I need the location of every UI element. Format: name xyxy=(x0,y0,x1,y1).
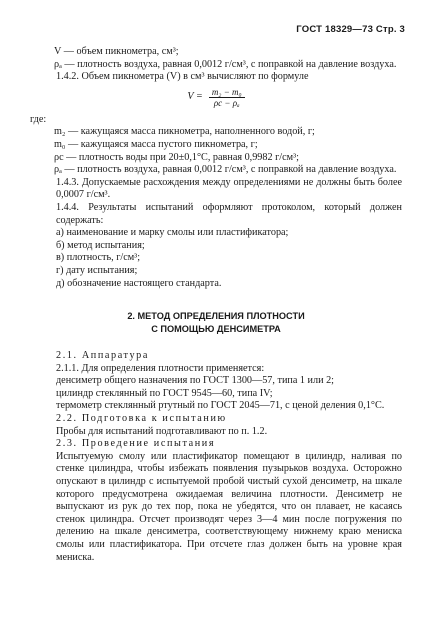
definition-water-density: ρc — плотность воды при 20±0,1°С, равная 0,9982 г/см³; xyxy=(54,151,299,163)
formula-lhs: V = xyxy=(187,90,203,102)
section-title-line1: 2. МЕТОД ОПРЕДЕЛЕНИЯ ПЛОТНОСТИ xyxy=(127,311,305,322)
section-title-line2: С ПОМОЩЬЮ ДЕНСИМЕТРА xyxy=(151,324,281,335)
formula-fraction xyxy=(209,87,245,108)
definition-volume: V — объем пикнометра, см³; xyxy=(54,46,179,57)
definition-m2: m₂ — кажущаяся масса пикнометра, наполненного водой, г; xyxy=(54,126,315,138)
list-item-c: в) плотность, г/см³; xyxy=(56,252,141,264)
procedure-text: Испытуемую смолу или пластификатор помещают в цилиндр, наливая по стенке цилиндра, чтобы избежать появления пузырьков воздуха. Осторожно опускают в цилиндр с испытуемой пробой чистый сухой денсиметр, на шкале которого предусмотрена ожидаемая величина плотности. Денсиметр не выпускают из рук до тех пор, пока не убедятся, что он плавает, не касаясь стенок цилиндра. Отсчет производят через 3—4 мин после погружения по делению на шкале денсиметра, соответствующему нижнему краю мениска смолы или пластификатора. При отсчете глаз должен быть на уровне края мениска. xyxy=(56,450,402,563)
clause-2-1-1: 2.1.1. Для определения плотности применяется: xyxy=(56,362,265,374)
formula-denominator: ρc − ρₐ xyxy=(213,97,240,108)
page-header: ГОСТ 18329—73 Стр. 3 xyxy=(296,24,405,35)
definition-air-density: ρₐ — плотность воздуха, равная 0,0012 г/см³, с поправкой на давление воздуха. xyxy=(54,58,397,70)
document-body xyxy=(30,46,402,564)
list-item-d: г) дату испытания; xyxy=(56,264,138,276)
clause-1-4-2: 1.4.2. Объем пикнометра (V) в см³ вычисляют по формуле xyxy=(56,71,309,83)
clause-1-4-3: 1.4.3. Допускаемые расхождения между определениями не должны быть более 0,0007 г/см³. xyxy=(56,176,402,201)
section-title xyxy=(30,310,402,336)
preparation-text: Пробы для испытаний подготавливают по п. 1.2. xyxy=(56,425,268,437)
heading-preparation: 2.2. Подготовка к испытанию xyxy=(56,413,227,425)
clause-1-4-4: 1.4.4. Результаты испытаний оформляют протоколом, который должен содержать: xyxy=(56,201,402,226)
list-item-e: д) обозначение настоящего стандарта. xyxy=(56,277,222,289)
apparatus-thermometer: термометр стеклянный ртутный по ГОСТ 2045—71, с ценой деления 0,1°С. xyxy=(56,400,385,412)
heading-procedure: 2.3. Проведение испытания xyxy=(56,438,216,450)
apparatus-densimeter: денсиметр общего назначения по ГОСТ 1300—57, типа 1 или 2; xyxy=(56,375,335,387)
heading-apparatus: 2.1. Аппаратура xyxy=(56,350,149,362)
list-item-a: а) наименование и марку смолы или пластификатора; xyxy=(56,227,289,239)
definition-m0: m₀ — кажущаяся масса пустого пикнометра, г; xyxy=(54,138,258,150)
volume-formula xyxy=(30,87,402,108)
definition-air-density-2: ρₐ — плотность воздуха, равная 0,0012 г/см³, с поправкой на давление воздуха. xyxy=(54,164,397,176)
formula-numerator: m₂ − m₀ xyxy=(209,87,245,98)
list-item-b: б) метод испытания; xyxy=(56,239,145,251)
apparatus-cylinder: цилиндр стеклянный по ГОСТ 9545—60, типа IV; xyxy=(56,387,273,399)
where-label: где: xyxy=(30,113,47,125)
